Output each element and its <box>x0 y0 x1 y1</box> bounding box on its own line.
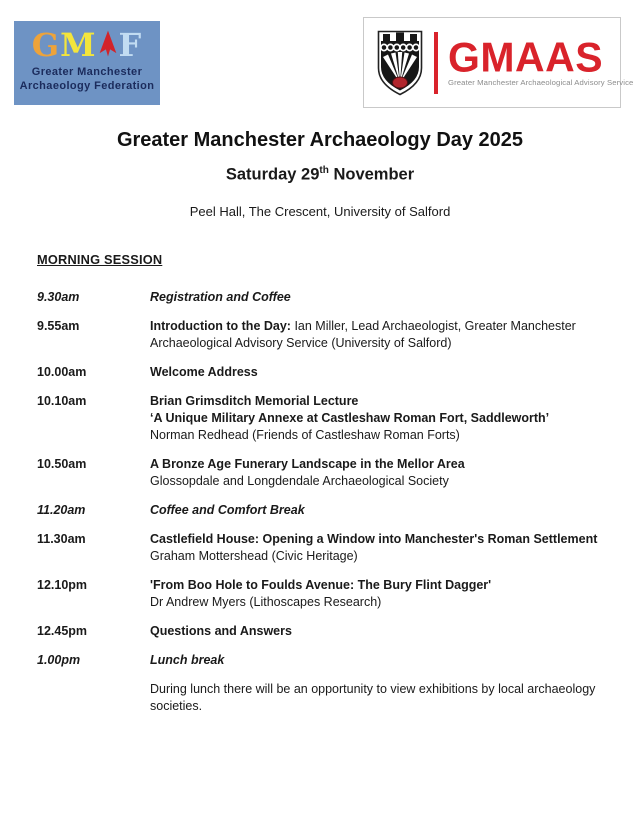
session-title: Welcome Address <box>150 364 258 379</box>
session-speaker: Dr Andrew Myers (Lithoscapes Research) <box>150 594 382 609</box>
session-subtitle: ‘A Unique Military Annexe at Castleshaw Roman Fort, Saddleworth’ <box>150 410 550 425</box>
session-title: A Bronze Age Funerary Landscape in the Mellor Area <box>150 456 465 471</box>
schedule-time: 11.20am <box>37 502 86 517</box>
session-title: Questions and Answers <box>150 623 292 638</box>
schedule-time: 9.55am <box>37 318 80 333</box>
venue: Peel Hall, The Crescent, University of Salford <box>189 203 451 219</box>
schedule-description <box>150 652 603 669</box>
schedule-row <box>37 364 603 381</box>
date-ordinal-suffix: th <box>319 165 329 176</box>
schedule-row <box>37 531 603 565</box>
schedule-description <box>150 393 603 444</box>
schedule-description <box>150 681 603 715</box>
schedule-row <box>37 681 603 715</box>
schedule-row <box>37 502 603 519</box>
schedule-time: 9.30am <box>37 289 80 304</box>
gmaf-text-line1: Greater Manchester <box>31 66 143 78</box>
session-title: Introduction to the Day: <box>150 318 291 333</box>
schedule-time <box>37 681 150 715</box>
session-title: Castlefield House: Opening a Window into Manchester's Roman Settlement <box>150 531 598 546</box>
gmaf-letter-m: M <box>60 26 97 64</box>
schedule-row <box>37 393 603 444</box>
session-title: Registration and Coffee <box>150 289 291 304</box>
schedule-row <box>37 577 603 611</box>
schedule-description <box>150 623 603 640</box>
schedule-time: 11.30am <box>37 531 86 546</box>
session-heading: MORNING SESSION <box>37 251 163 267</box>
lunch-note: During lunch there will be an opportunity to view exhibitions by local archaeology societies. <box>150 681 596 713</box>
schedule-row <box>37 318 603 352</box>
session-speaker: Glossopdale and Longdendale Archaeological Society <box>150 473 449 488</box>
gmaf-letter-g: G <box>31 26 61 64</box>
schedule <box>37 289 603 715</box>
schedule-time: 12.45pm <box>37 623 88 638</box>
schedule-time: 10.10am <box>37 393 87 408</box>
schedule-row <box>37 652 603 669</box>
session-title: Coffee and Comfort Break <box>150 502 305 517</box>
gmaas-acronym: GMAAS <box>448 33 604 81</box>
schedule-description <box>150 456 603 490</box>
schedule-description <box>150 531 603 565</box>
page-title: Greater Manchester Archaeology Day 2025 <box>116 129 524 151</box>
session-speaker: Norman Redhead (Friends of Castleshaw Roman Forts) <box>150 427 460 442</box>
session-speaker: Graham Mottershead (Civic Heritage) <box>150 548 358 563</box>
session-title: 'From Boo Hole to Foulds Avenue: The Bury Flint Dagger' <box>150 577 492 592</box>
date-prefix: Saturday 29 <box>225 165 320 184</box>
schedule-description <box>150 502 603 519</box>
gmaas-subtitle: Greater Manchester Archaeological Advisory Service <box>448 78 634 87</box>
schedule-time: 10.00am <box>37 364 87 379</box>
schedule-description <box>150 577 603 611</box>
schedule-description <box>150 364 603 381</box>
schedule-row <box>37 289 603 306</box>
event-date <box>0 161 640 185</box>
schedule-description <box>150 318 603 352</box>
session-speaker: Ian Miller, Lead Archaeologist, Greater Manchester Archaeological Advisory Service (University of Salford) <box>150 318 576 350</box>
schedule-time: 1.00pm <box>37 652 81 667</box>
schedule-description <box>150 289 603 306</box>
session-title: Brian Grimsditch Memorial Lecture <box>150 393 359 408</box>
session-title: Lunch break <box>150 652 225 667</box>
schedule-time: 10.50am <box>37 456 87 471</box>
gmaf-letter-f: F <box>118 26 143 64</box>
schedule-time: 12.10pm <box>37 577 88 592</box>
schedule-row <box>37 456 603 490</box>
gmaf-text-line2: Archaeology Federation <box>19 79 155 92</box>
date-suffix: November <box>328 165 415 184</box>
schedule-row <box>37 623 603 640</box>
